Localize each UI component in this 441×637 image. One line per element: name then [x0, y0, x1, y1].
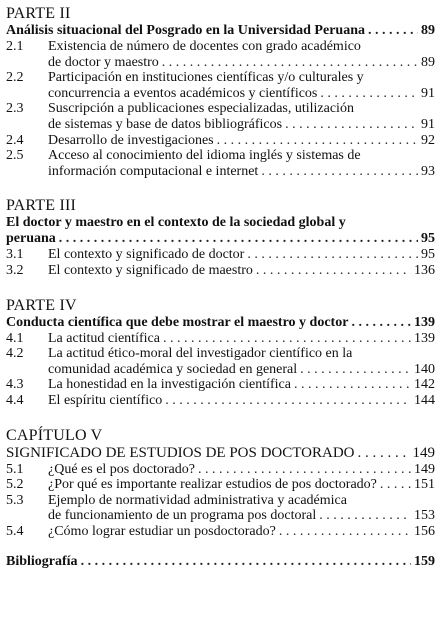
toc-entry[interactable] [6, 477, 435, 493]
entry-text: de sistemas y base de datos bibliográficos [48, 116, 283, 132]
entry-text: La actitud ético-moral del investigador científico en la [48, 346, 353, 362]
entry-text: La actitud científica [48, 330, 160, 346]
page-number: 92 [421, 132, 435, 148]
dot-leader [368, 23, 418, 39]
toc-entry[interactable] [6, 247, 435, 263]
entry-text: Desarrollo de investigaciones [48, 132, 214, 148]
entry-text: ¿Cómo lograr estudiar un posdoctorado? [48, 523, 276, 539]
page-number: 91 [421, 85, 435, 101]
page-number: 149 [412, 444, 435, 461]
part-title[interactable] [6, 315, 435, 331]
entry-text: El contexto y significado de maestro [48, 262, 253, 278]
entry-text: Participación en instituciones científicas y/o culturales y [48, 70, 364, 86]
entry-text: de funcionamiento de un programa pos doctoral [48, 508, 317, 524]
page-number: 89 [421, 54, 435, 70]
toc-section [6, 4, 435, 179]
entry-text: ¿Por qué es importante realizar estudios de pos doctorado? [48, 477, 377, 493]
part-title[interactable] [6, 445, 435, 462]
toc-section [6, 196, 435, 278]
dot-leader [217, 133, 418, 149]
dot-leader [320, 86, 418, 102]
dot-leader [198, 462, 411, 478]
page-number: 139 [414, 314, 435, 330]
entry-number: 3.2 [6, 262, 24, 278]
page-number: 151 [414, 477, 435, 493]
page-number: 159 [414, 554, 435, 570]
entry-number: 2.1 [6, 39, 24, 54]
page-number: 144 [414, 392, 435, 408]
entry-text: El espíritu científico [48, 392, 163, 408]
page-number: 95 [421, 247, 435, 263]
page-number: 140 [414, 361, 435, 377]
part-label: PARTE IV [6, 296, 77, 314]
toc-entry[interactable] [6, 39, 435, 70]
page-number: 149 [414, 461, 435, 477]
page-number: 142 [414, 377, 435, 393]
entry-number: 2.5 [6, 148, 24, 164]
entry-number: 3.1 [6, 247, 24, 263]
entry-text: Acceso al conocimiento del idioma inglés y sistemas de [48, 148, 361, 164]
entry-text: El contexto y significado de doctor [48, 247, 245, 263]
part-title-text: Análisis situacional del Posgrado en la Universidad Peruana [6, 23, 365, 38]
part-label: CAPÍTULO V [6, 426, 103, 444]
entry-number: 4.4 [6, 392, 24, 408]
dot-leader [358, 445, 410, 462]
dot-leader [279, 524, 411, 540]
dot-leader [380, 477, 411, 493]
entry-number: 2.2 [6, 70, 24, 86]
part-title[interactable] [6, 231, 435, 247]
dot-leader [319, 508, 411, 524]
dot-leader [59, 231, 418, 247]
page-number: 91 [421, 116, 435, 132]
part-title[interactable] [6, 23, 435, 39]
dot-leader [247, 247, 418, 263]
part-title-text: Conducta científica que debe mostrar el maestro y doctor [6, 314, 349, 330]
entry-text: La honestidad en la investigación científica [48, 377, 291, 393]
toc-entry[interactable] [6, 331, 435, 347]
entry-number: 5.4 [6, 523, 24, 539]
entry-text: concurrencia a eventos académicos y científicos [48, 85, 318, 101]
bibliography-entry[interactable] [6, 554, 435, 570]
dot-leader [165, 393, 411, 409]
entry-text: información computacional e internet [48, 163, 259, 179]
toc-entry[interactable] [6, 133, 435, 149]
dot-leader [351, 315, 411, 331]
toc-entry[interactable] [6, 346, 435, 377]
toc-entry[interactable] [6, 148, 435, 179]
toc-section [6, 426, 435, 540]
entry-text: de doctor y maestro [48, 54, 159, 70]
toc-entry[interactable] [6, 263, 435, 279]
entry-number: 4.3 [6, 377, 24, 393]
page-number: 93 [421, 163, 435, 179]
page-number: 136 [414, 262, 435, 278]
entry-text: Existencia de número de docentes con grado académico [48, 39, 361, 54]
page-number: 139 [414, 330, 435, 346]
part-label: PARTE II [6, 5, 71, 22]
dot-leader [261, 164, 418, 180]
page-number: 153 [414, 508, 435, 524]
entry-text: Ejemplo de normatividad administrativa y académica [48, 492, 347, 508]
toc-entry[interactable] [6, 462, 435, 478]
bibliography-label: Bibliografía [6, 554, 78, 570]
entry-number: 5.3 [6, 492, 24, 508]
toc-entry[interactable] [6, 101, 435, 132]
page-number: 156 [414, 523, 435, 539]
entry-number: 4.2 [6, 346, 24, 362]
entry-number: 5.2 [6, 477, 24, 493]
dot-leader [300, 362, 411, 378]
dot-leader [285, 117, 418, 133]
part-title[interactable] [6, 215, 435, 231]
entry-text: Suscripción a publicaciones especializadas, utilización [48, 101, 354, 117]
part-title-text: SIGNIFICADO DE ESTUDIOS DE POS DOCTORADO [6, 444, 355, 461]
toc-entry[interactable] [6, 70, 435, 101]
toc-entry[interactable] [6, 393, 435, 409]
entry-text: comunidad académica y sociedad en general [48, 361, 298, 377]
entry-number: 2.3 [6, 101, 24, 117]
dot-leader [294, 377, 411, 393]
part-title-text: El doctor y maestro en el contexto de la sociedad global y [6, 215, 346, 231]
dot-leader [162, 55, 418, 71]
part-title-text: peruana [6, 231, 56, 247]
toc-entry[interactable] [6, 377, 435, 393]
entry-number: 5.1 [6, 461, 24, 477]
page-number: 89 [421, 23, 435, 38]
toc-section [6, 296, 435, 409]
dot-leader [163, 331, 411, 347]
part-label: PARTE III [6, 197, 77, 215]
entry-text: ¿Qué es el pos doctorado? [48, 461, 195, 477]
toc-entry[interactable] [6, 524, 435, 540]
entry-number: 2.4 [6, 132, 24, 148]
page-number: 95 [421, 231, 435, 247]
dot-leader [256, 263, 411, 279]
entry-number: 4.1 [6, 330, 24, 346]
dot-leader [81, 554, 411, 570]
toc-entry[interactable] [6, 493, 435, 524]
